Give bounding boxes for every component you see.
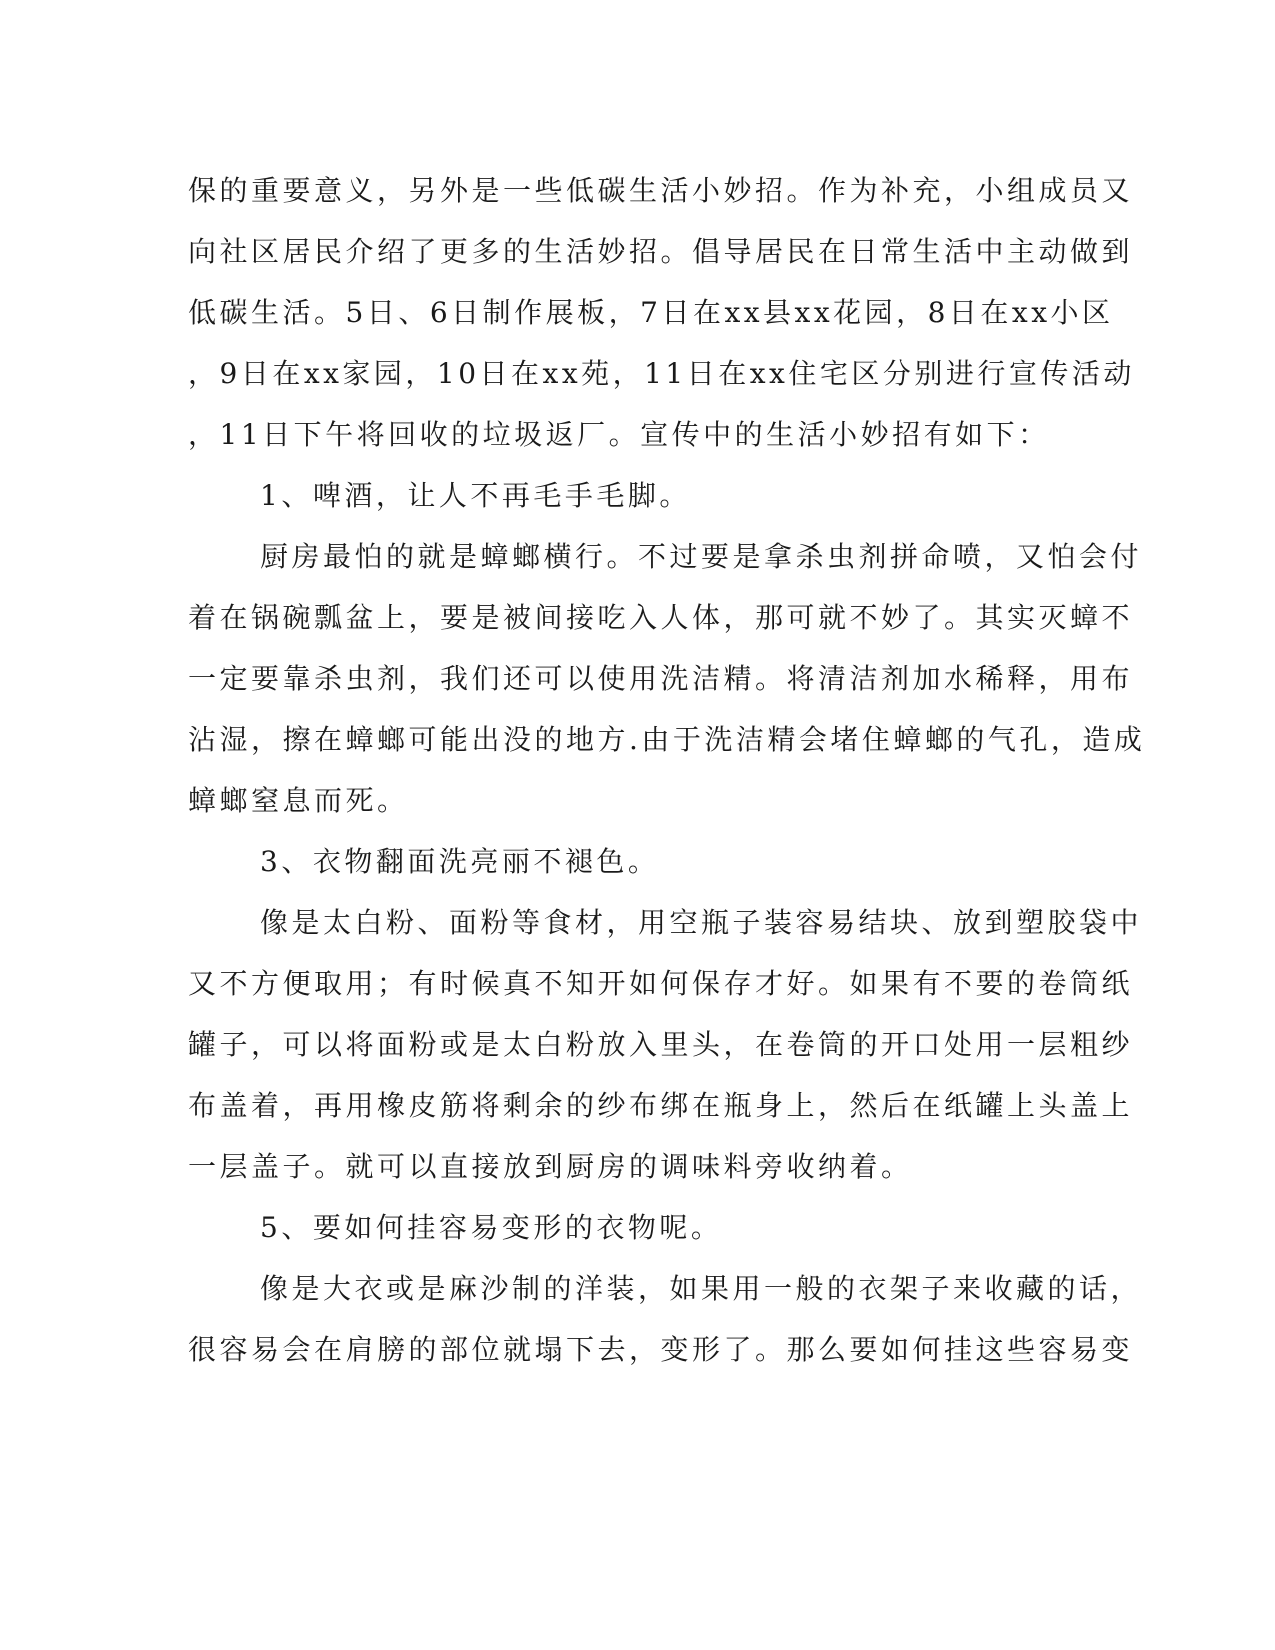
text-line: 一定要靠杀虫剂，我们还可以使用洗洁精。将清洁剂加水稀释，用布 (188, 662, 1134, 695)
text-line: 厨房最怕的就是蟑螂横行。不过要是拿杀虫剂拼命喷，又怕会付 (260, 540, 1143, 573)
list-heading-3: 3、衣物翻面洗亮丽不褪色。 (260, 845, 660, 878)
text-line: 又不方便取用；有时候真不知开如何保存才好。如果有不要的卷筒纸 (188, 967, 1134, 1000)
text-line: 很容易会在肩膀的部位就塌下去，变形了。那么要如何挂这些容易变 (188, 1333, 1134, 1366)
text-line: 蟑螂窒息而死。 (188, 784, 409, 817)
list-heading-5: 5、要如何挂容易变形的衣物呢。 (260, 1211, 723, 1244)
document-body (188, 160, 1146, 1380)
text-line: 罐子，可以将面粉或是太白粉放入里头，在卷筒的开口处用一层粗纱 (188, 1028, 1134, 1061)
text-line: 低碳生活。5日、6日制作展板，7日在xx县xx花园，8日在xx小区 (188, 296, 1114, 329)
text-line: 布盖着，再用橡皮筋将剩余的纱布绑在瓶身上，然后在纸罐上头盖上 (188, 1089, 1134, 1122)
list-heading-1: 1、啤酒，让人不再毛手毛脚。 (260, 479, 691, 512)
text-line: 一层盖子。就可以直接放到厨房的调味料旁收纳着。 (188, 1150, 913, 1183)
text-line: 着在锅碗瓢盆上，要是被间接吃入人体，那可就不妙了。其实灭蟑不 (188, 601, 1134, 634)
text-line: ，9日在xx家园，10日在xx苑，11日在xx住宅区分别进行宣传活动 (188, 357, 1135, 390)
text-line: 向社区居民介绍了更多的生活妙招。倡导居民在日常生活中主动做到 (188, 235, 1134, 268)
text-line: 沾湿，擦在蟑螂可能出没的地方.由于洗洁精会堵住蟑螂的气孔，造成 (188, 723, 1146, 756)
text-line: ，11日下午将回收的垃圾返厂。宣传中的生活小妙招有如下： (188, 418, 1050, 451)
text-line: 像是大衣或是麻沙制的洋装，如果用一般的衣架子来收藏的话， (260, 1272, 1143, 1305)
text-line: 像是太白粉、面粉等食材，用空瓶子装容易结块、放到塑胶袋中 (260, 906, 1143, 939)
text-line: 保的重要意义，另外是一些低碳生活小妙招。作为补充，小组成员又 (188, 174, 1134, 207)
